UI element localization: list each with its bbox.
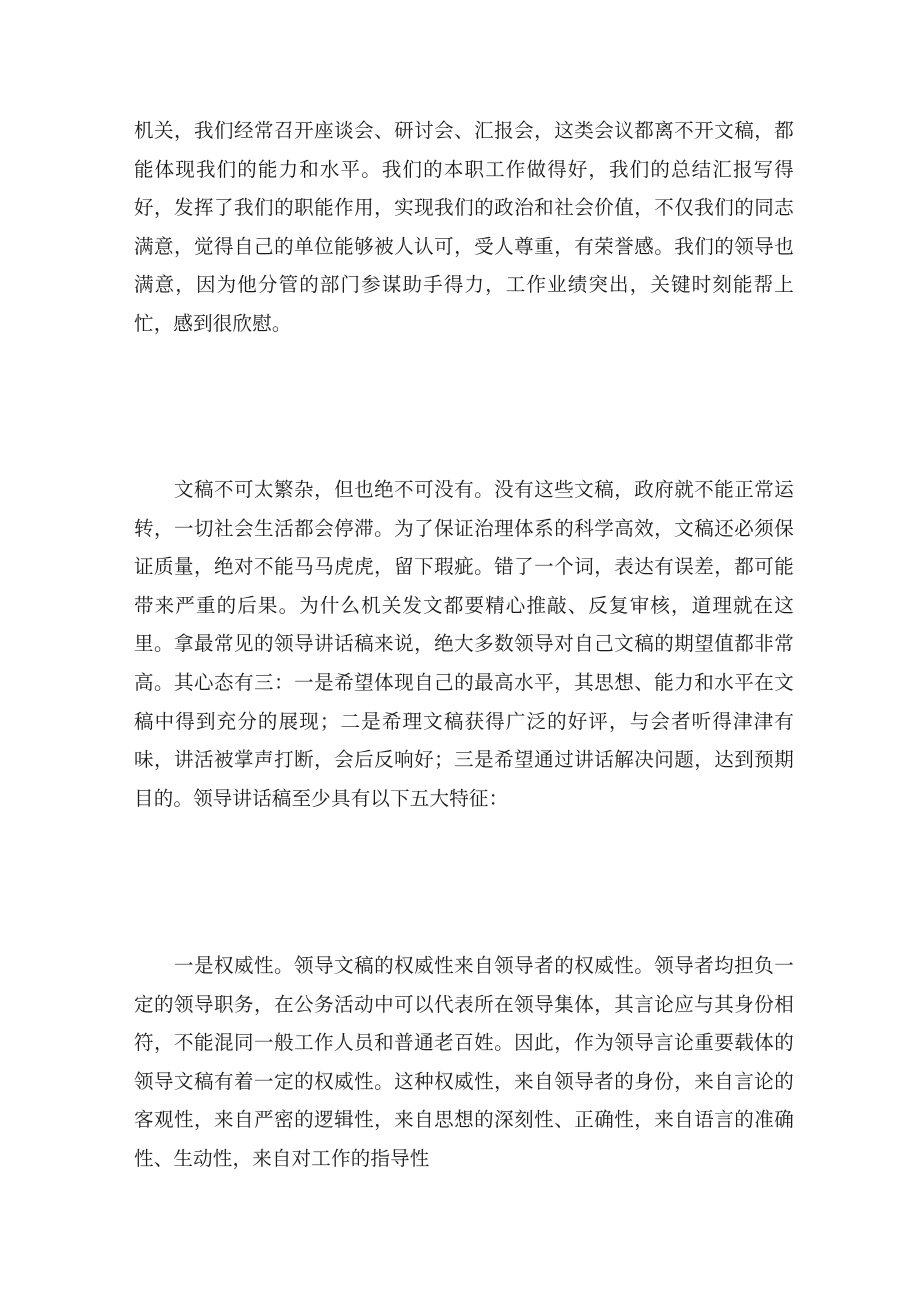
- paragraph-continuation: 机关，我们经常召开座谈会、研讨会、汇报会，这类会议都离不开文稿，都能体现我们的能力和水平。我们的本职工作做得好，我们的总结汇报写得好，发挥了我们的职能作用，实现我们的政治和社会价值，不仅我们的同志满意，觉得自己的单位能够被人认可，受人尊重，有荣誉感。我们的领导也满意，因为他分管的部门参谋助手得力，工作业绩突出，关键时刻能帮上忙，感到很欣慰。: [134, 119, 794, 335]
- paragraph-manuscript-quality: 文稿不可太繁杂，但也绝不可没有。没有这些文稿，政府就不能正常运转，一切社会生活都会停滞。为了保证治理体系的科学高效，文稿还必须保证质量，绝对不能马马虎虎，留下瑕疵。错了一个词，表达有误差，都可能带来严重的后果。为什么机关发文都要精心推敲、反复审核，道理就在这里。拿最常见的领导讲话稿来说，绝大多数领导对自己文稿的期望值都非常高。其心态有三：一是希望体现自己的最高水平，其思想、能力和水平在文稿中得到充分的展现；二是希理文稿获得广泛的好评，与会者听得津津有味，讲活被掌声打断，会后反响好；三是希望通过讲话解决问题，达到预期目的。领导讲话稿至少具有以下五大特征：: [134, 478, 794, 810]
- paragraph-authority: 一是权威性。领导文稿的权威性来自领导者的权威性。领导者均担负一定的领导职务，在公务活动中可以代表所在领导集体，其言论应与其身份相符，不能混同一般工作人员和普通老百姓。因此，作为领导言论重要载体的领导文稿有着一定的权威性。这种权威性，来自领导者的身份，来自言论的客观性，来自严密的逻辑性，来自思想的深刻性、正确性，来自语言的准确性、生动性，来自对工作的指导性: [134, 954, 794, 1170]
